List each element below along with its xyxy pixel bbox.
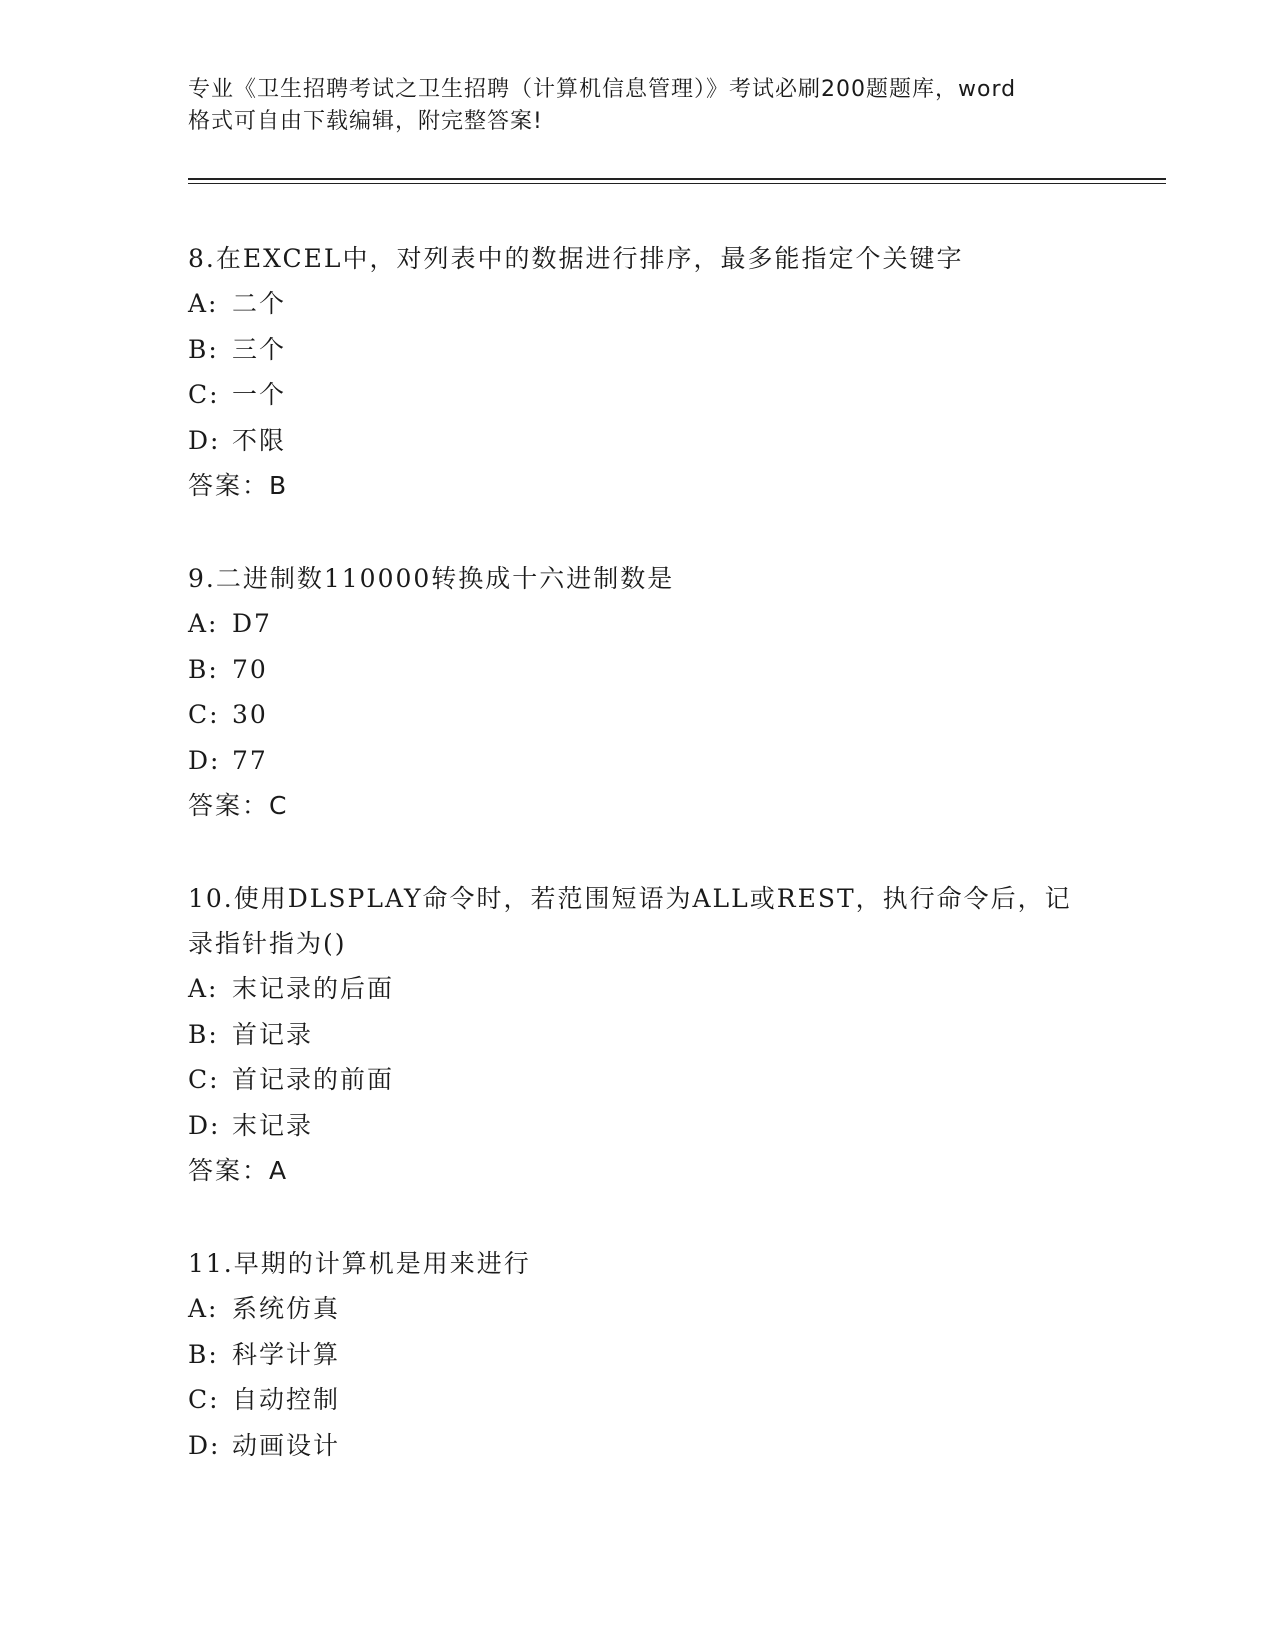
option-text: 系统仿真 xyxy=(232,1294,341,1323)
option-b xyxy=(188,327,1098,373)
option-d xyxy=(188,1423,1098,1469)
option-b xyxy=(188,1332,1098,1378)
header-line-2: 格式可自由下载编辑，附完整答案! xyxy=(188,109,543,134)
option-a xyxy=(188,601,1098,647)
option-text: 首记录 xyxy=(232,1019,314,1049)
question-item xyxy=(188,556,1098,828)
option-text: 30 xyxy=(232,700,268,729)
answer-text: 答案：A xyxy=(188,1156,289,1185)
answer-text: 答案：C xyxy=(188,791,289,820)
option-text: 科学计算 xyxy=(232,1339,341,1369)
question-text: 8.在EXCEL中，对列表中的数据进行排序，最多能指定个关键字 xyxy=(188,244,964,273)
option-letter: B: xyxy=(188,1019,219,1049)
option-b xyxy=(188,647,1098,693)
header-divider-thick xyxy=(188,178,1166,180)
option-letter: C: xyxy=(188,380,220,409)
question-list xyxy=(188,236,1098,1516)
option-text: 自动控制 xyxy=(232,1385,341,1414)
question-text: 11.早期的计算机是用来进行 xyxy=(188,1249,531,1278)
option-a xyxy=(188,966,1098,1012)
document-header xyxy=(188,74,1088,138)
option-letter: B: xyxy=(188,654,219,684)
option-letter: C: xyxy=(188,700,220,729)
option-d xyxy=(188,418,1098,464)
option-text: 三个 xyxy=(232,334,287,364)
option-c xyxy=(188,1057,1098,1103)
option-letter: A: xyxy=(188,1294,219,1323)
option-text: 首记录的前面 xyxy=(232,1065,395,1094)
option-text: 77 xyxy=(232,745,268,775)
option-letter: D: xyxy=(188,1110,221,1140)
option-text: D7 xyxy=(232,609,272,638)
option-text: 不限 xyxy=(232,425,287,455)
option-letter: B: xyxy=(188,334,219,364)
option-letter: A: xyxy=(188,974,219,1003)
option-text: 末记录 xyxy=(232,1110,314,1140)
option-letter: A: xyxy=(188,289,219,318)
question-item xyxy=(188,236,1098,508)
option-text: 70 xyxy=(232,654,268,684)
option-c xyxy=(188,372,1098,418)
option-letter: D: xyxy=(188,425,221,455)
option-text: 一个 xyxy=(232,380,287,409)
question-text: 10.使用DLSPLAY命令时，若范围短语为ALL或REST，执行命令后，记录指针指为() xyxy=(188,884,1072,958)
option-a xyxy=(188,1286,1098,1332)
option-a xyxy=(188,281,1098,327)
option-c xyxy=(188,692,1098,738)
option-letter: C: xyxy=(188,1385,220,1414)
option-text: 动画设计 xyxy=(232,1430,341,1460)
option-letter: D: xyxy=(188,745,221,775)
option-c xyxy=(188,1377,1098,1423)
option-text: 末记录的后面 xyxy=(232,974,395,1003)
question-item xyxy=(188,1241,1098,1468)
option-letter: B: xyxy=(188,1339,219,1369)
header-line-1: 专业《卫生招聘考试之卫生招聘（计算机信息管理）》考试必刷200题题库，word xyxy=(188,77,1017,102)
option-letter: A: xyxy=(188,609,219,638)
question-item xyxy=(188,876,1098,1193)
option-letter: C: xyxy=(188,1065,220,1094)
option-letter: D: xyxy=(188,1430,221,1460)
question-text: 9.二进制数110000转换成十六进制数是 xyxy=(188,564,675,593)
option-d xyxy=(188,1103,1098,1149)
option-text: 二个 xyxy=(232,289,287,318)
option-b xyxy=(188,1012,1098,1058)
header-divider-thin xyxy=(188,183,1166,184)
answer-text: 答案：B xyxy=(188,471,289,500)
option-d xyxy=(188,738,1098,784)
